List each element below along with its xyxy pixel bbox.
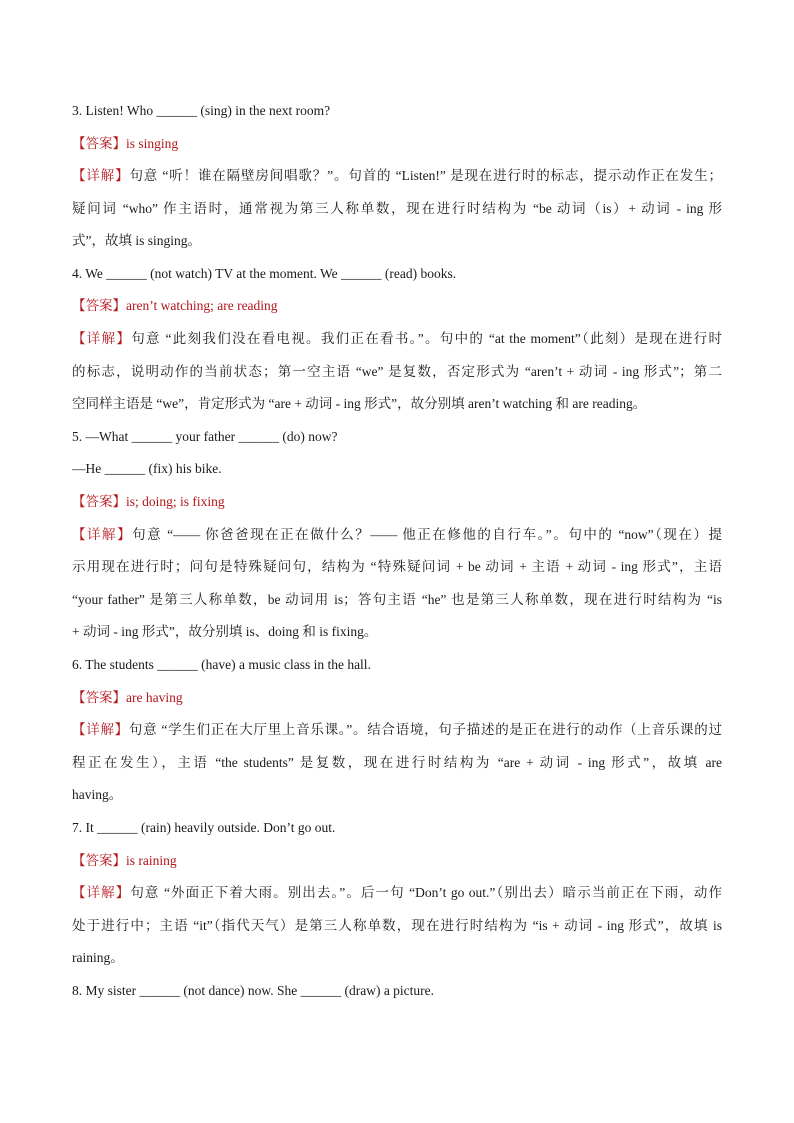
detail-7-line-3: raining。 xyxy=(72,950,124,965)
answer-7 xyxy=(72,851,722,871)
detail-5-line-2: 示用现在进行时；问句是特殊疑问句，结构为 “特殊疑问词 + be 动词 + 主语 + 动词 - ing 形式”，主语 xyxy=(72,559,722,574)
detail-6-line-2: 程正在发生），主语 “the students” 是复数，现在进行时结构为 “are + 动词 - ing 形式”，故填 are xyxy=(72,755,722,770)
answer-3 xyxy=(72,134,722,154)
detail-tag: 【详解】 xyxy=(72,885,131,900)
answer-tag: 【答案】 xyxy=(72,298,126,313)
detail-tag: 【详解】 xyxy=(72,331,132,346)
detail-5-line-3: “your father” 是第三人称单数，be 动词用 is；答句主语 “he” 也是第三人称单数，现在进行时结构为 “is xyxy=(72,592,722,607)
detail-5-line-1 xyxy=(72,525,722,545)
answer-tag: 【答案】 xyxy=(72,136,126,151)
answer-text: is; doing; is fixing xyxy=(126,494,225,509)
answer-6 xyxy=(72,688,722,708)
question-5: 5. —What ______ your father ______ (do) now? xyxy=(72,429,338,444)
detail-6-line-1 xyxy=(72,720,722,740)
detail-text: 句意 “听！谁在隔壁房间唱歌？”。句首的 “Listen!” 是现在进行时的标志，提示动作正在发生； xyxy=(129,168,723,183)
detail-7-line-1 xyxy=(72,883,722,903)
detail-3-line-3: 式”，故填 is singing。 xyxy=(72,233,202,248)
answer-text: is singing xyxy=(126,136,179,151)
detail-tag: 【详解】 xyxy=(72,527,133,542)
answer-5 xyxy=(72,492,722,512)
answer-tag: 【答案】 xyxy=(72,853,126,868)
question-7: 7. It ______ (rain) heavily outside. Don’t go out. xyxy=(72,820,336,835)
detail-5-line-4: + 动词 - ing 形式”，故分别填 is、doing 和 is fixing。 xyxy=(72,624,378,639)
answer-tag: 【答案】 xyxy=(72,494,126,509)
detail-tag: 【详解】 xyxy=(72,722,129,737)
detail-text: 句意 “此刻我们没在看电视。我们正在看书。”。句中的 “at the moment”（此刻）是现在进行时 xyxy=(131,331,722,346)
detail-4-line-3: 空同样主语是 “we”，肯定形式为 “are + 动词 - ing 形式”，故分别填 aren’t watching 和 are reading。 xyxy=(72,396,647,411)
detail-tag: 【详解】 xyxy=(72,168,130,183)
detail-4-line-1 xyxy=(72,329,722,349)
detail-4-line-2: 的标志，说明动作的当前状态；第一空主语 “we” 是复数，否定形式为 “aren’t + 动词 - ing 形式”；第二 xyxy=(72,364,722,379)
detail-text: 句意 “外面正下着大雨。别出去。”。后一句 “Don’t go out.”（别出去）暗示当前正在下雨，动作 xyxy=(130,885,722,900)
question-8: 8. My sister ______ (not dance) now. She ______ (draw) a picture. xyxy=(72,983,435,998)
answer-tag: 【答案】 xyxy=(72,690,126,705)
detail-7-line-2: 处于进行中；主语 “it”（指代天气）是第三人称单数，现在进行时结构为 “is + 动词 - ing 形式”，故填 is xyxy=(72,918,722,933)
question-4: 4. We ______ (not watch) TV at the moment. We ______ (read) books. xyxy=(72,266,457,281)
detail-3-line-1 xyxy=(72,166,722,186)
detail-text: 句意 “—— 你爸爸现在正在做什么？—— 他正在修他的自行车。”。句中的 “now”（现在）提 xyxy=(132,527,722,542)
detail-text: 句意 “学生们正在大厅里上音乐课。”。结合语境，句子描述的是正在进行的动作（上音乐课的过 xyxy=(128,722,723,737)
question-3: 3. Listen! Who ______ (sing) in the next room? xyxy=(72,103,331,118)
answer-text: are having xyxy=(126,690,183,705)
question-6: 6. The students ______ (have) a music class in the hall. xyxy=(72,657,371,672)
answer-4 xyxy=(72,296,722,316)
question-5-reply: —He ______ (fix) his bike. xyxy=(72,461,222,476)
answer-text: aren’t watching; are reading xyxy=(126,298,278,313)
detail-3-line-2: 疑问词 “who” 作主语时，通常视为第三人称单数，现在进行时结构为 “be 动词（is）+ 动词 - ing 形 xyxy=(72,201,722,216)
answer-text: is raining xyxy=(126,853,177,868)
detail-6-line-3: having。 xyxy=(72,787,123,802)
